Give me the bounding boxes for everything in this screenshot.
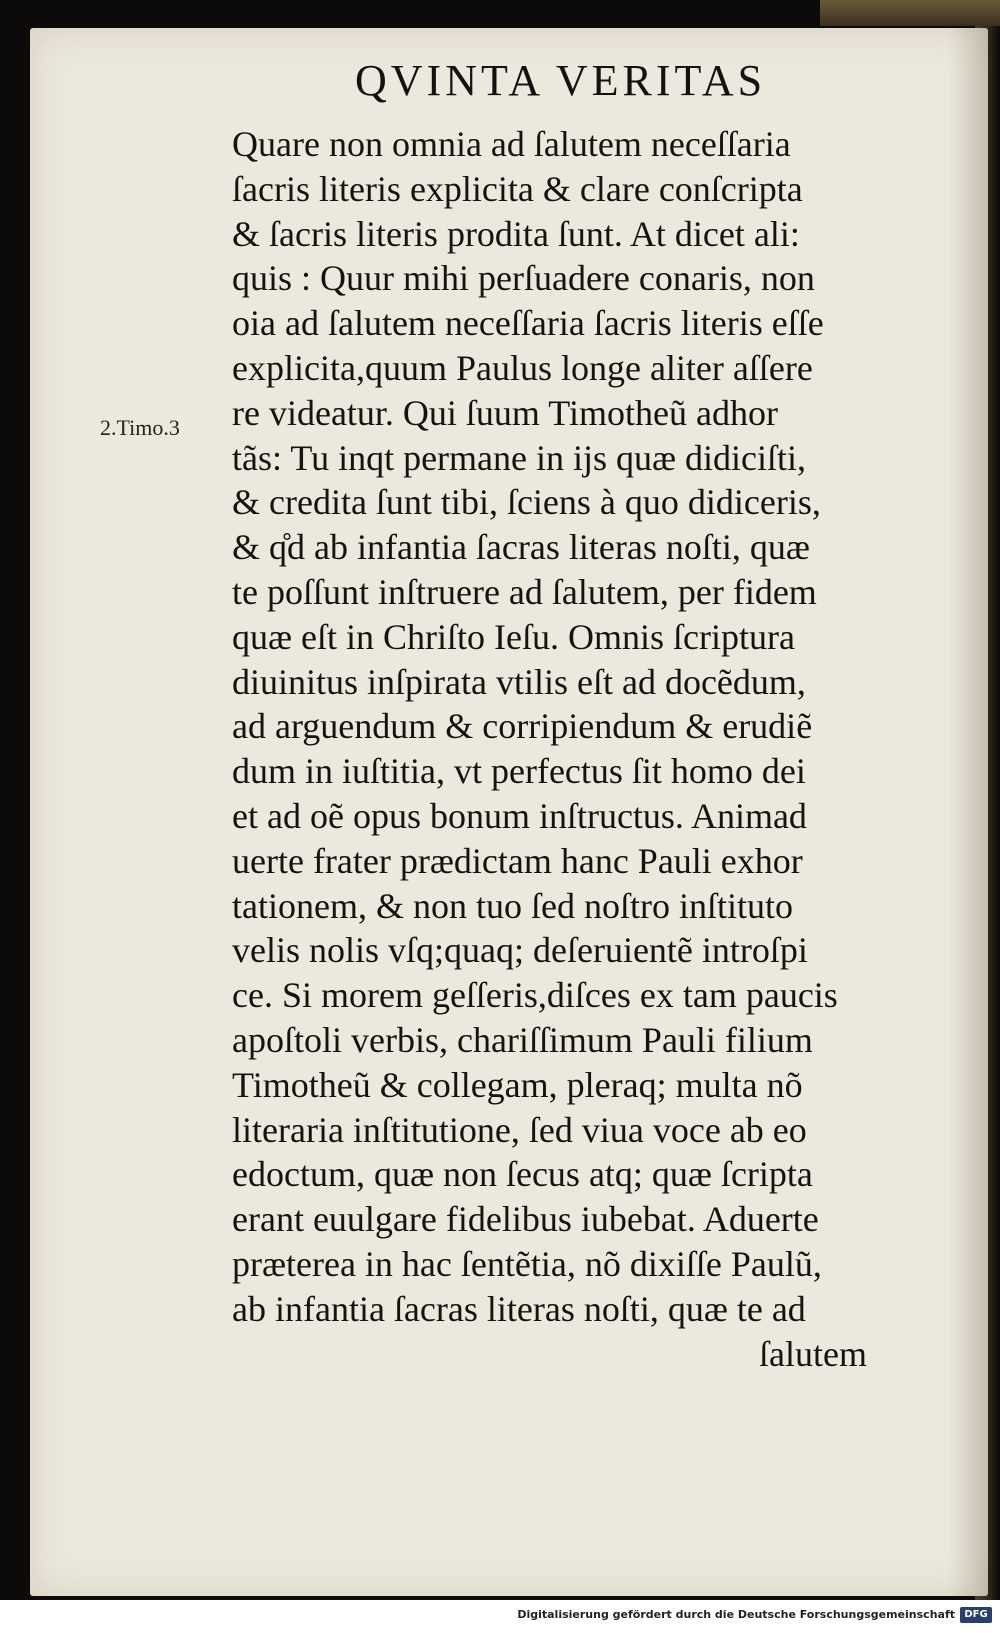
text-line: ce. Si morem geſſeris,diſces ex tam paucis	[232, 975, 838, 1016]
margin-note: 2.Timo.3	[100, 415, 180, 440]
text-line: ſacris literis explicita & clare conſcripta	[232, 168, 803, 209]
text-line: re videatur. Qui ſuum Timotheũ adhor	[232, 392, 778, 433]
dfg-logo: DFG	[960, 1607, 992, 1623]
body-text	[232, 122, 912, 1376]
text-line: tationem, & non tuo ſed noſtro inſtituto	[232, 885, 793, 926]
catchword: ſalutem	[759, 1333, 867, 1374]
text-line: erant euulgare fidelibus iubebat. Aduerte	[232, 1199, 819, 1240]
text-line: te poſſunt inſtruere ad ſalutem, per fidem	[232, 571, 817, 612]
text-line: Quare non omnia ad ſalutem neceſſaria	[232, 124, 791, 164]
text-line: ad arguendum & corripiendum & erudiẽ	[232, 706, 813, 747]
text-line: quæ eſt in Chriſto Ieſu. Omnis ſcriptura	[232, 616, 795, 657]
text-line: ab infantia ſacras literas noſti, quæ te ad	[232, 1288, 806, 1329]
text-line: præterea in hac ſentẽtia, nõ dixiſſe Paulũ,	[232, 1243, 822, 1284]
running-head: QVINTA VERITAS	[355, 56, 767, 105]
text-line: edoctum, quæ non ſecus atq; quæ ſcripta	[232, 1154, 813, 1195]
text-line: & q̊d ab infantia ſacras literas noſti, quæ	[232, 527, 810, 568]
text-line: & ſacris literis prodita ſunt. At dicet ali:	[232, 213, 800, 254]
text-line: tãs: Tu inqt permane in ijs quæ didiciſti,	[232, 437, 807, 478]
footer-bar	[0, 1600, 1000, 1633]
text-line: Timotheũ & collegam, pleraq; multa nõ	[232, 1064, 803, 1105]
text-line: diuinitus inſpirata vtilis eſt ad docẽdum,	[232, 661, 806, 702]
text-line: & credita ſunt tibi, ſciens à quo didiceris,	[232, 482, 821, 523]
text-line: literaria inſtitutione, ſed viua voce ab eo	[232, 1109, 807, 1150]
text-line: oia ad ſalutem neceſſaria ſacris literis eſſe	[232, 303, 824, 344]
text-line: explicita,quum Paulus longe aliter aſſere	[232, 347, 813, 388]
book-edge-top	[820, 0, 1000, 26]
text-line: uerte frater prædictam hanc Pauli exhor	[232, 840, 803, 881]
text-line: apoſtoli verbis, chariſſimum Pauli filium	[232, 1019, 813, 1060]
text-line: et ad oẽ opus bonum inſtructus. Animad	[232, 795, 807, 836]
text-line: dum in iuſtitia, vt perfectus ſit homo dei	[232, 751, 806, 792]
page-shadow	[948, 28, 988, 1596]
text-line: quis : Quur mihi perſuadere conaris, non	[232, 258, 815, 299]
footer-credit: Digitalisierung gefördert durch die Deutsche Forschungsgemeinschaft	[517, 1608, 955, 1621]
text-line: velis nolis vſq;quaq; deſeruientẽ introſpi	[232, 930, 808, 971]
